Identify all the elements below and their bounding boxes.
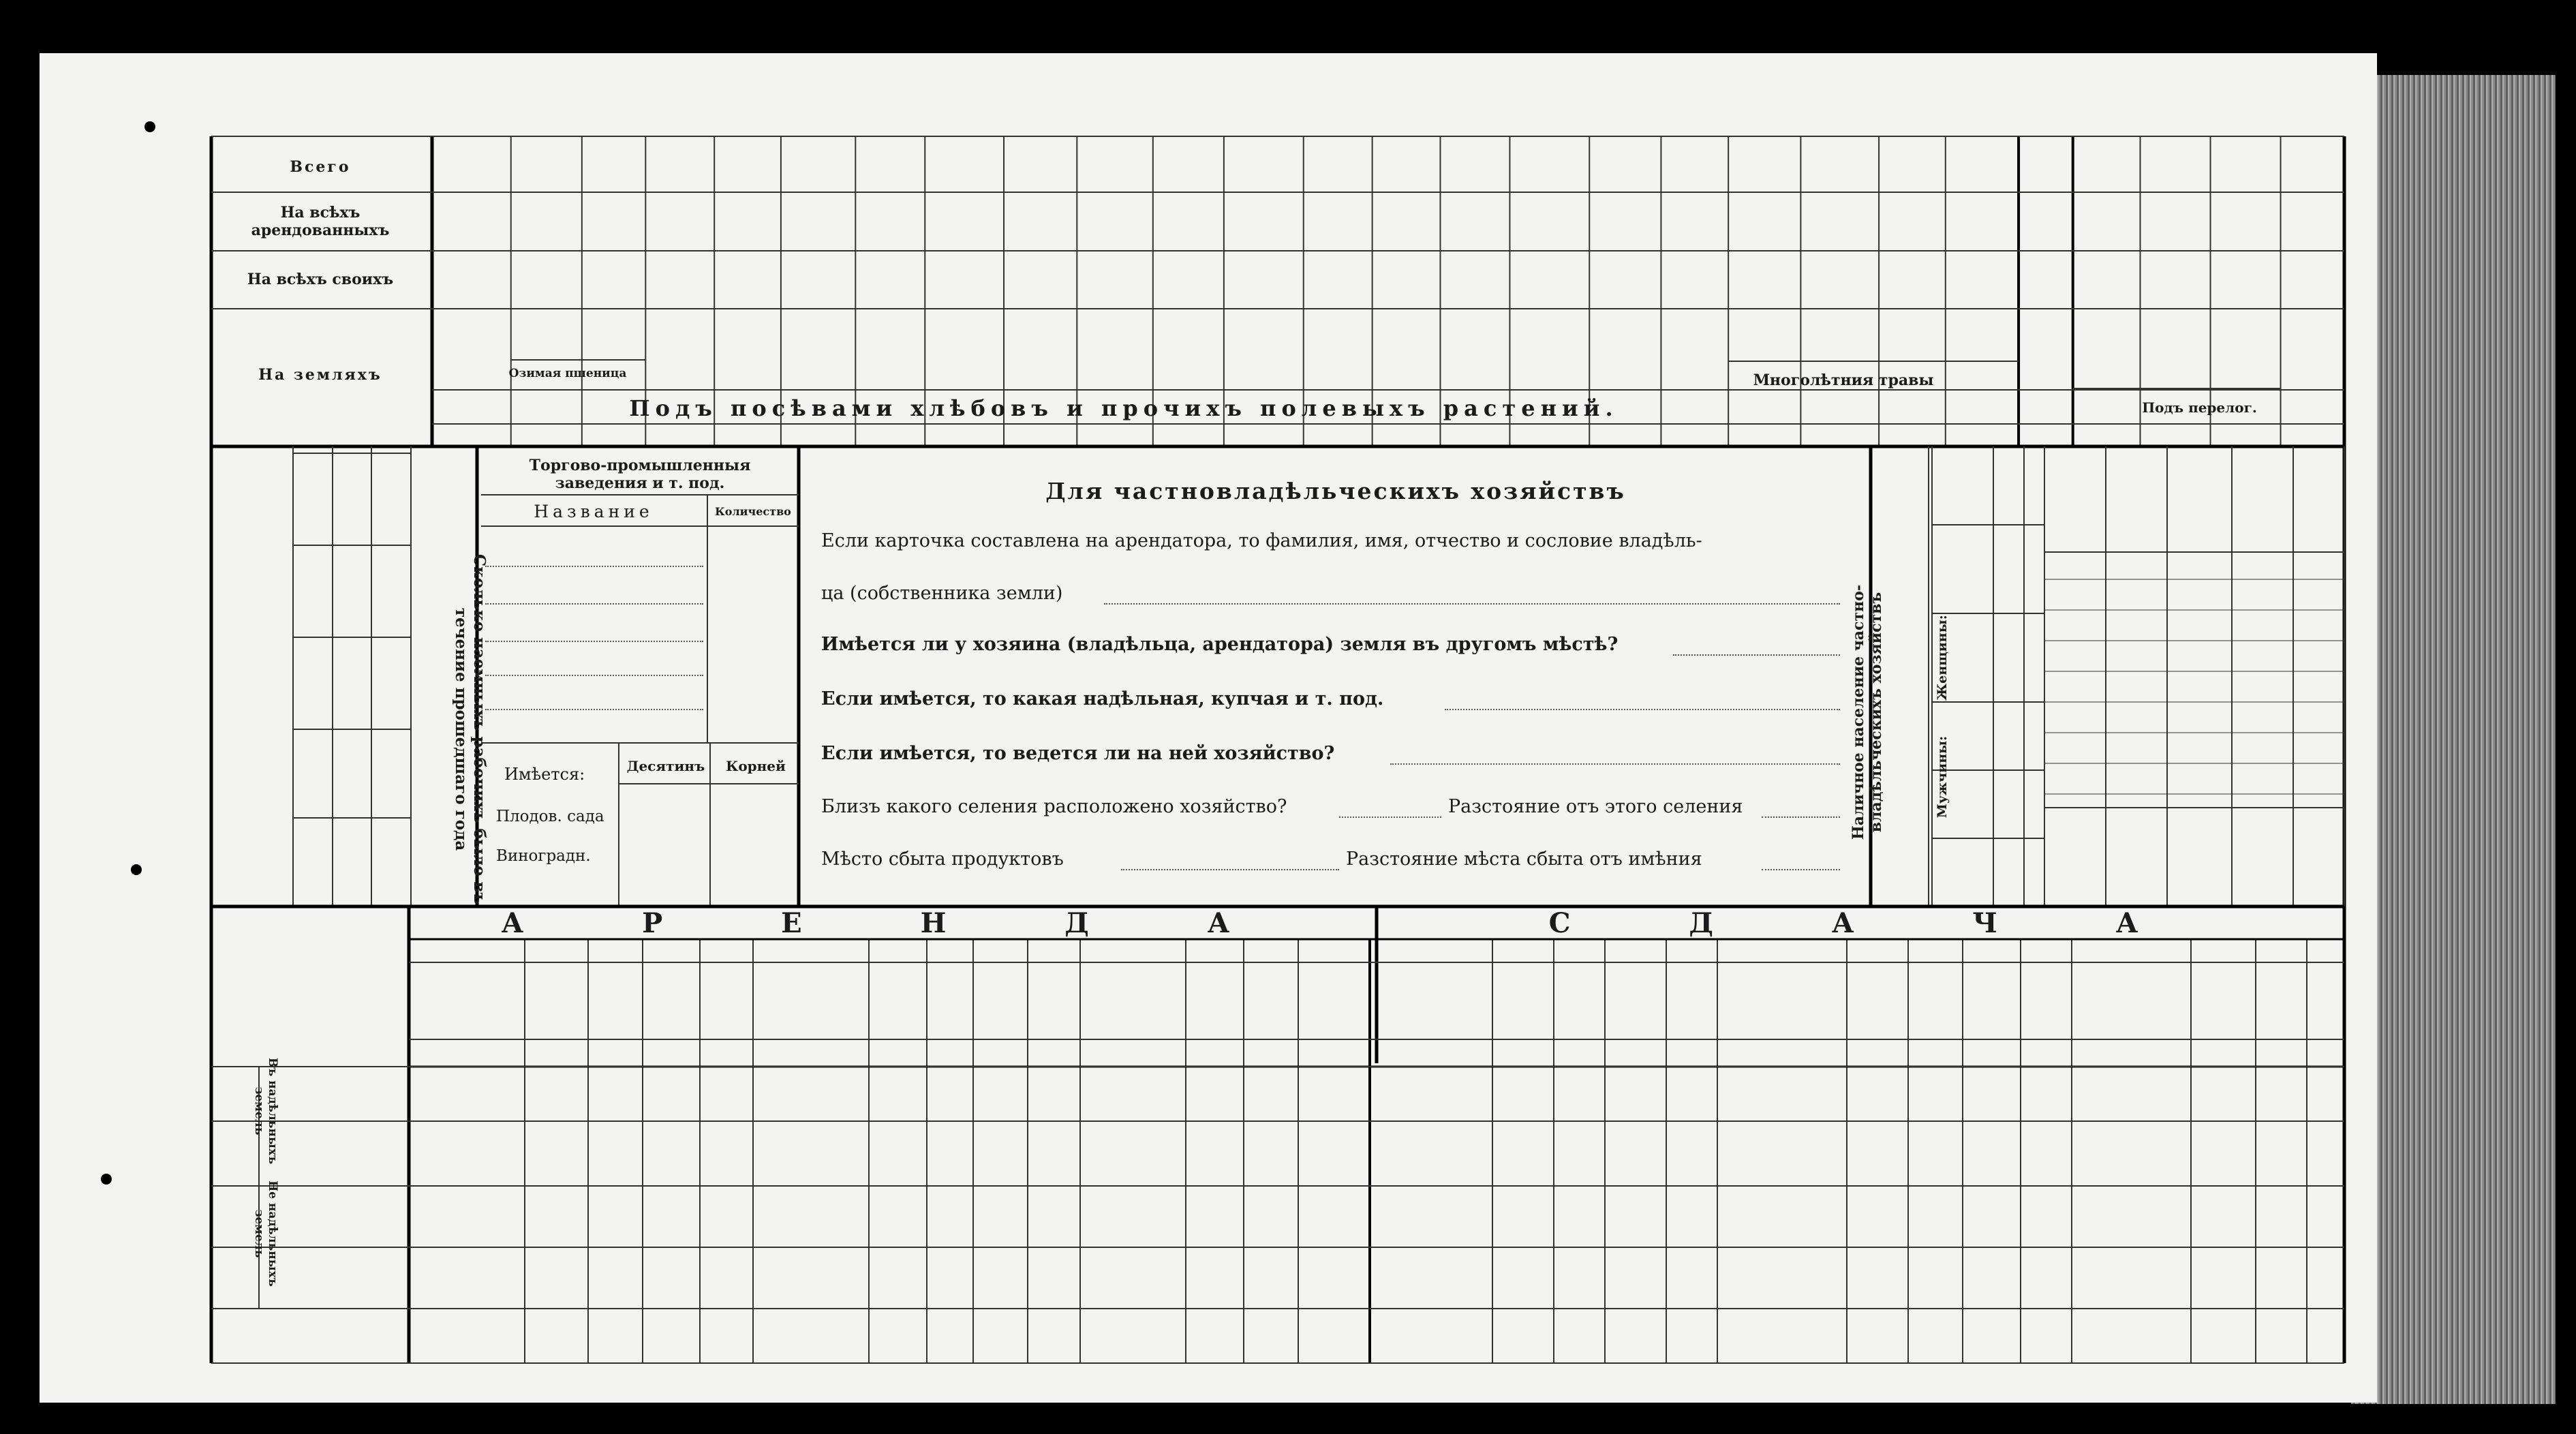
column-header xyxy=(2021,314,2071,389)
handwritten-total-value xyxy=(855,143,925,191)
answer-line xyxy=(1339,817,1441,818)
trade-qty-header: Количество xyxy=(715,504,791,518)
lease-row-label xyxy=(262,1186,405,1247)
column-number xyxy=(1800,425,1879,446)
handwritten-total-value xyxy=(2211,143,2281,191)
column-header xyxy=(783,314,853,389)
lease-title: А Р Е Н Д А xyxy=(501,906,1285,939)
handwritten-total-value xyxy=(1728,143,1800,191)
trade-title: Торгово-промышленныя заведения и т. под. xyxy=(529,457,751,492)
lease-column-number xyxy=(2256,1041,2307,1065)
lease-column-header xyxy=(2256,941,2307,1039)
crops-group-label: Подъ посѣвами хлѣбовъ и прочихъ полевыхъ растений. xyxy=(629,395,1619,421)
handwritten-own-value xyxy=(1661,258,1728,307)
handwritten-total-value xyxy=(582,143,645,191)
column-header xyxy=(1079,314,1151,389)
column-number xyxy=(1661,425,1728,446)
column-number xyxy=(714,425,781,446)
desyatin-header: Десятинъ xyxy=(626,758,705,774)
lease-column-number xyxy=(1717,1041,1847,1065)
handwritten-total-value xyxy=(1153,143,1224,191)
vineyard-label: Виноградн. xyxy=(496,847,591,865)
column-number xyxy=(925,425,1004,446)
column-header xyxy=(1512,314,1587,389)
population-label: Наличное население частно-владѣльческихъ хозяйствъ xyxy=(1850,584,1885,840)
column-number xyxy=(2211,425,2281,446)
lease-row-label xyxy=(262,1247,405,1309)
column-number xyxy=(855,425,925,446)
handwritten-own-value xyxy=(2211,258,2281,307)
lease-column-header xyxy=(2021,941,2072,1039)
handwritten-own-value xyxy=(781,258,855,307)
lease-column-header xyxy=(1666,964,1717,1039)
handwritten-own-value xyxy=(2019,258,2073,307)
column-header xyxy=(1442,314,1507,389)
handwritten-total-value xyxy=(2073,143,2141,191)
lease-column-header xyxy=(1847,964,1908,1039)
column-number xyxy=(1440,425,1509,446)
column-number xyxy=(1946,425,2019,446)
non-allotment-side-label: Не надѣльныхъ земель xyxy=(252,1180,279,1287)
roots-header: Корней xyxy=(726,758,786,774)
column-number xyxy=(2281,425,2344,446)
handwritten-total-value xyxy=(1661,143,1728,191)
lease-column-header xyxy=(927,964,973,1039)
trade-entry-line xyxy=(485,641,703,642)
lease-column-number xyxy=(700,1041,753,1065)
lease-column-number xyxy=(1080,1041,1186,1065)
orchard-label: Плодов. сада xyxy=(496,808,604,825)
handwritten-own-value xyxy=(1004,258,1077,307)
column-number xyxy=(2019,425,2073,446)
lease-column-number xyxy=(643,1041,700,1065)
handwritten-own-value xyxy=(925,258,1004,307)
allotment-side-label: Въ надѣльныхъ земель xyxy=(252,1057,279,1165)
handwritten-total-value xyxy=(432,143,511,191)
landowner-question-cont: ца (собственника земли) xyxy=(821,583,1063,604)
answer-line xyxy=(1673,654,1840,656)
handwritten-total-value xyxy=(1004,143,1077,191)
hired-workers-label: Сколько наемныхъ рабочихъ было въ течение прошедшаго года xyxy=(452,553,489,905)
lease-column-number xyxy=(1666,1041,1717,1065)
column-number xyxy=(511,425,582,446)
lease-row-label xyxy=(262,1067,405,1121)
handwritten-own-value xyxy=(2140,258,2210,307)
fallow-group-label: Подъ перелог. xyxy=(2142,399,2257,416)
trade-entry-line xyxy=(485,709,703,710)
column-header xyxy=(1155,314,1222,389)
lease-column-header xyxy=(2307,941,2344,1039)
handwritten-total-value xyxy=(1077,143,1153,191)
column-number xyxy=(2140,425,2210,446)
lease-column-header xyxy=(1080,941,1186,1039)
column-number xyxy=(645,425,714,446)
column-number xyxy=(1153,425,1224,446)
answer-line xyxy=(1390,763,1840,765)
handwritten-total-value xyxy=(1373,143,1441,191)
column-number xyxy=(1728,425,1800,446)
column-header xyxy=(927,314,1002,389)
lease-column-number xyxy=(1028,1041,1080,1065)
lease-column-number xyxy=(588,1041,643,1065)
handwritten-own-value xyxy=(2073,258,2141,307)
lease-column-header xyxy=(2072,941,2191,1039)
lease-column-number xyxy=(1554,1041,1605,1065)
handwritten-own-value xyxy=(511,258,582,307)
column-number xyxy=(1509,425,1589,446)
women-label: Женщины: xyxy=(1935,615,1950,701)
handwritten-own-value xyxy=(582,258,645,307)
lease-column-number xyxy=(1244,1041,1298,1065)
handwritten-total-value xyxy=(1224,143,1304,191)
handwritten-own-value xyxy=(855,258,925,307)
handwritten-total-value xyxy=(1879,143,1946,191)
trade-name-header: Название xyxy=(534,501,654,521)
handwritten-own-value xyxy=(2281,258,2344,307)
column-number xyxy=(1304,425,1373,446)
row-label-leased: На всѣхъ арендованныхъ xyxy=(251,204,390,239)
lease-column-header xyxy=(1605,964,1666,1039)
column-header xyxy=(511,320,582,361)
worker-type-label xyxy=(326,552,418,630)
column-number xyxy=(1589,425,1661,446)
column-number xyxy=(1077,425,1153,446)
lease-column-header xyxy=(1298,964,1370,1039)
lease-column-header xyxy=(1963,941,2021,1039)
answer-line xyxy=(1762,817,1840,818)
lease-column-header xyxy=(588,964,643,1039)
lease-column-header xyxy=(1908,964,1963,1039)
column-header xyxy=(2142,314,2208,389)
lease-column-header xyxy=(525,964,588,1039)
column-header xyxy=(1591,314,1659,389)
lease-column-header xyxy=(1186,941,1244,1039)
lease-column-number xyxy=(1963,1041,2021,1065)
lease-column-header xyxy=(869,964,927,1039)
lease-column-header xyxy=(1554,964,1605,1039)
handwritten-own-value xyxy=(1946,258,2019,307)
handwritten-total-value xyxy=(2281,143,2344,191)
village-distance-question: Разстояние отъ этого селения xyxy=(1448,796,1743,817)
has-label: Имѣется: xyxy=(504,765,585,784)
population-column-label xyxy=(1974,721,2042,751)
column-header xyxy=(1306,314,1370,389)
handwritten-own-value xyxy=(1728,258,1800,307)
handwritten-total-value xyxy=(781,143,855,191)
column-number xyxy=(582,425,645,446)
population-column-label xyxy=(1964,554,2053,584)
other-land-question: Имѣется ли у хозяина (владѣльца, арендатора) земля въ другомъ мѣстѣ? xyxy=(821,634,1619,655)
lease-column-header xyxy=(643,964,700,1039)
column-number xyxy=(2073,425,2141,446)
column-header xyxy=(582,320,645,361)
column-header xyxy=(2213,314,2279,389)
row-label-own: На всѣхъ своихъ xyxy=(247,271,394,288)
lease-column-number xyxy=(2191,1041,2256,1065)
handwritten-own-value xyxy=(1440,258,1509,307)
private-farms-title: Для частновладѣльческихъ хозяйствъ xyxy=(1045,477,1626,504)
column-number xyxy=(1879,425,1946,446)
column-header xyxy=(1006,314,1075,389)
market-distance-question: Разстояние мѣста сбыта отъ имѣния xyxy=(1346,849,1702,870)
worker-type-label xyxy=(326,460,418,538)
lease-column-number xyxy=(1847,1041,1908,1065)
lease-group-header xyxy=(1666,941,1963,962)
handwritten-own-value xyxy=(1509,258,1589,307)
lease-column-number xyxy=(1908,1041,1963,1065)
handwritten-own-value xyxy=(1153,258,1224,307)
lease-column-header xyxy=(409,964,525,1039)
handwritten-total-value xyxy=(1589,143,1661,191)
trade-entry-line xyxy=(485,603,703,605)
handwritten-own-value xyxy=(1224,258,1304,307)
handwritten-own-value xyxy=(1304,258,1373,307)
population-column-label xyxy=(1974,789,2042,819)
answer-line xyxy=(1445,709,1840,710)
right-column-header xyxy=(2269,477,2368,528)
column-header xyxy=(716,314,779,389)
lease-column-number xyxy=(525,1041,588,1065)
sublease-title: С Д А Ч А xyxy=(1548,906,2193,939)
column-number xyxy=(432,425,511,446)
lease-column-number xyxy=(1370,1041,1492,1065)
column-header xyxy=(1226,314,1302,389)
answer-line xyxy=(1121,869,1339,870)
lease-column-number xyxy=(869,1041,927,1065)
perennial-grasses-label: Многолѣтния травы xyxy=(1753,371,1934,389)
right-column-footer xyxy=(2275,834,2363,885)
column-header xyxy=(647,314,712,389)
farming-question: Если имѣется, то ведется ли на ней хозяйство? xyxy=(821,743,1335,764)
men-label: Мужчины: xyxy=(1935,735,1950,819)
handwritten-own-value xyxy=(1800,258,1879,307)
handwritten-total-value xyxy=(925,143,1004,191)
lease-column-number xyxy=(2072,1041,2191,1065)
worker-row-number xyxy=(269,842,357,882)
trade-entry-line xyxy=(485,566,703,567)
lease-column-number xyxy=(2021,1041,2072,1065)
column-number xyxy=(1373,425,1441,446)
lease-column-number xyxy=(1605,1041,1666,1065)
lease-row-label-total xyxy=(215,1310,409,1362)
handwritten-own-value xyxy=(645,258,714,307)
handwritten-total-value xyxy=(1304,143,1373,191)
village-question: Близъ какого селения расположено хозяйство? xyxy=(821,796,1287,817)
lease-row-label xyxy=(262,1121,405,1186)
lease-column-header xyxy=(1244,941,1298,1039)
land-type-question: Если имѣется, то какая надѣльная, купчая и т. под. xyxy=(821,688,1384,710)
answer-line xyxy=(1762,869,1840,870)
lease-column-header xyxy=(2191,941,2256,1039)
lease-column-header xyxy=(1717,964,1847,1039)
handwritten-total-value xyxy=(714,143,781,191)
handwritten-total-value xyxy=(1946,143,2019,191)
lease-column-number xyxy=(753,1041,869,1065)
handwritten-own-value xyxy=(1077,258,1153,307)
handwritten-own-value xyxy=(1879,258,1946,307)
answer-line xyxy=(1104,603,1840,605)
lease-column-header xyxy=(1028,941,1080,1039)
handwritten-total-value xyxy=(645,143,714,191)
market-question: Мѣсто сбыта продуктовъ xyxy=(821,849,1064,870)
landowner-question: Если карточка составлена на арендатора, то фамилия, имя, отчество и сословие владѣль- xyxy=(821,530,1702,551)
lease-column-header xyxy=(973,964,1028,1039)
worker-type-label xyxy=(326,644,418,722)
column-header xyxy=(857,314,923,389)
column-header xyxy=(2283,314,2342,389)
lease-column-number xyxy=(927,1041,973,1065)
column-number xyxy=(781,425,855,446)
column-header xyxy=(1375,314,1439,389)
lease-column-header xyxy=(1370,964,1492,1039)
handwritten-own-value xyxy=(432,258,511,307)
lease-column-header xyxy=(753,964,869,1039)
worker-type-label xyxy=(328,735,416,813)
row-label-total: Всего xyxy=(290,158,351,176)
lease-column-header xyxy=(700,964,753,1039)
handwritten-total-value xyxy=(1509,143,1589,191)
population-column-label xyxy=(1964,643,2053,673)
lease-column-number xyxy=(1298,1041,1370,1065)
lease-column-number xyxy=(1492,1041,1554,1065)
handwritten-total-value xyxy=(2140,143,2210,191)
handwritten-own-value xyxy=(1589,258,1661,307)
handwritten-total-value xyxy=(511,143,582,191)
column-number xyxy=(1004,425,1077,446)
lease-group-header xyxy=(409,941,753,962)
trade-entry-line xyxy=(485,675,703,676)
handwritten-own-value xyxy=(714,258,781,307)
handwritten-total-value xyxy=(1800,143,1879,191)
column-header xyxy=(434,314,509,389)
column-header xyxy=(2075,314,2138,389)
winter-wheat-label: Озимая пшеница xyxy=(508,367,627,380)
row-label-on-lands: На земляхъ xyxy=(258,366,382,384)
handwritten-total-value xyxy=(2019,143,2073,191)
lease-group-header xyxy=(1298,941,1666,962)
lease-column-number xyxy=(973,1041,1028,1065)
lease-column-number xyxy=(409,1041,525,1065)
lease-group-header xyxy=(753,941,1028,962)
handwritten-total-value xyxy=(1440,143,1509,191)
lease-column-number xyxy=(1186,1041,1244,1065)
column-number xyxy=(1224,425,1304,446)
lease-column-header xyxy=(1492,964,1554,1039)
handwritten-own-value xyxy=(1373,258,1441,307)
lease-column-number xyxy=(2307,1041,2344,1065)
